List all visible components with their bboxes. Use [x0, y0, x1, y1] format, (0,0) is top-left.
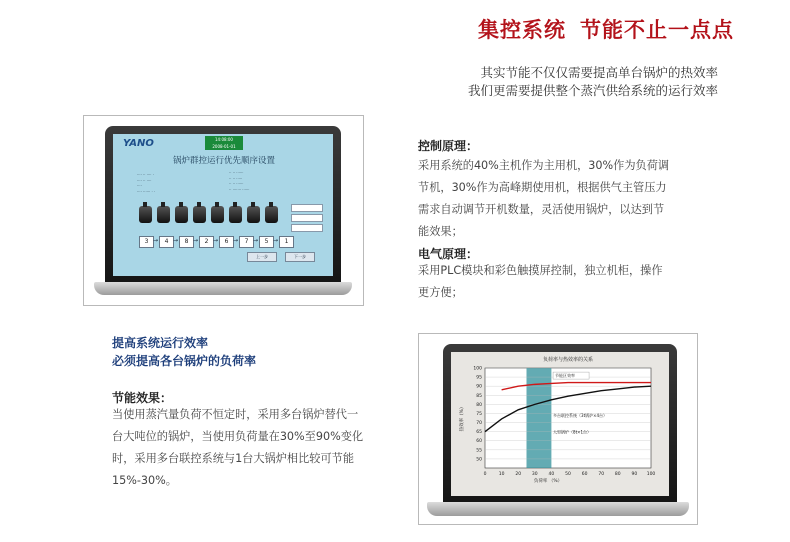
laptop-frame-bottom — [418, 333, 698, 525]
page-title — [478, 14, 734, 44]
y-tick-label: 75 — [476, 411, 482, 417]
y-axis-label: 热效率（%） — [460, 404, 465, 432]
x-tick-label: 40 — [548, 472, 555, 477]
boiler-icon — [139, 206, 152, 223]
clock-date: 2008-01-01 — [212, 144, 236, 149]
control-line: 采用系统的40%主机作为主用机，30%作为负荷调 — [418, 159, 670, 172]
chart-title: 负荷率与热效率的关系 — [542, 357, 594, 363]
clock-time: 14:08:00 — [215, 137, 233, 142]
electric-line: 更方便； — [418, 286, 463, 299]
boiler-icon — [211, 206, 224, 223]
x-tick-label: 50 — [565, 472, 571, 477]
control-paragraph — [418, 155, 708, 243]
boiler-icon — [229, 206, 242, 223]
x-tick-label: 70 — [598, 472, 605, 477]
y-tick-label: 60 — [476, 439, 482, 445]
clock-display — [205, 136, 243, 150]
sequence-box[interactable]: 6 — [219, 236, 234, 248]
boiler-icon — [193, 206, 206, 223]
power-field[interactable] — [291, 224, 323, 232]
saving-label: 节能区效率 — [555, 373, 576, 379]
sequence-box[interactable]: 2 — [199, 236, 214, 248]
boiler-icon — [175, 206, 188, 223]
control-heading: 控制原理： — [418, 139, 479, 153]
efficiency-chart — [451, 352, 669, 496]
x-axis-label: 负荷率 （%） — [533, 479, 563, 484]
y-tick-label: 80 — [476, 402, 482, 408]
laptop-base — [427, 502, 689, 516]
yano-logo: YANO — [123, 138, 154, 149]
subtitle-line1: 其实节能不仅仅需要提高单台锅炉的热效率 — [480, 65, 718, 80]
effect-line: 时，采用多台联控系统与1台大锅炉相比较可节能 — [112, 452, 355, 465]
y-tick-label: 55 — [476, 448, 482, 454]
control-line: 能效果； — [418, 225, 463, 238]
multi-series-label: 多台联控系统（3t锅炉×4台） — [553, 413, 608, 419]
x-tick-label: 80 — [614, 472, 621, 477]
y-tick-label: 95 — [476, 375, 482, 381]
x-tick-label: 0 — [483, 472, 487, 477]
arrow-icon: → — [173, 237, 179, 244]
x-tick-label: 10 — [498, 472, 505, 477]
arrow-icon: → — [193, 237, 199, 244]
laptop-frame-top — [83, 115, 364, 306]
highlight-line1: 提高系统运行效率 — [112, 336, 209, 350]
highlight-line2: 必须提高各台锅炉的负荷率 — [112, 354, 257, 368]
control-line: 需求自动调节开机数量，灵活使用锅炉，以达到节 — [418, 203, 665, 216]
y-tick-label: 50 — [476, 457, 482, 463]
arrow-icon: → — [273, 237, 279, 244]
y-tick-label: 65 — [476, 430, 482, 436]
electric-paragraph — [418, 260, 708, 304]
arrow-icon: → — [253, 237, 259, 244]
screen-notes-right: ·· ·· ······ ·· ·· ····· ·· ·· ······ ·· ······· ······ — [229, 170, 250, 192]
power-field[interactable] — [291, 214, 323, 222]
laptop-base — [94, 282, 352, 295]
control-line: 节机，30%作为高峰期使用机，根据供气主管压力 — [418, 181, 667, 194]
y-tick-label: 100 — [473, 366, 482, 372]
effect-heading: 节能效果： — [112, 391, 173, 405]
effect-line: 15%-30%。 — [112, 474, 177, 487]
electric-heading: 电气原理： — [418, 247, 479, 261]
x-tick-label: 20 — [515, 472, 522, 477]
effect-paragraph — [112, 404, 382, 492]
sequence-box[interactable]: 3 — [139, 236, 154, 248]
x-tick-label: 100 — [646, 472, 656, 477]
title-part1: 集控系统 — [478, 18, 566, 42]
sequence-box[interactable]: 1 — [279, 236, 294, 248]
x-tick-label: 60 — [581, 472, 588, 477]
sequence-box[interactable]: 8 — [179, 236, 194, 248]
y-tick-label: 70 — [476, 421, 482, 427]
arrow-icon: → — [213, 237, 219, 244]
y-tick-label: 90 — [476, 384, 482, 390]
control-screen — [113, 134, 333, 276]
laptop-lid — [443, 344, 677, 504]
laptop-lid — [105, 126, 341, 284]
boiler-icon — [265, 206, 278, 223]
subtitle-line2: 我们更需要提供整个蒸汽供给系统的运行效率 — [467, 83, 718, 98]
arrow-icon: → — [153, 237, 159, 244]
screen-title: 锅炉群控运行优先顺序设置 — [173, 156, 276, 166]
chart-screen — [451, 352, 669, 496]
power-field[interactable] — [291, 204, 323, 212]
sequence-box[interactable]: 7 — [239, 236, 254, 248]
x-tick-label: 30 — [531, 472, 538, 477]
big-series-label: 大型锅炉（8t×1台） — [553, 429, 592, 435]
boiler-icon — [157, 206, 170, 223]
y-tick-label: 85 — [476, 393, 482, 399]
effect-line: 台大吨位的锅炉，当使用负荷量在30%至90%变化 — [112, 430, 364, 443]
boiler-icon — [247, 206, 260, 223]
effect-line: 当使用蒸汽量负荷不恒定时，采用多台锅炉替代一 — [112, 408, 359, 421]
title-part2: 节能不止一点点 — [580, 18, 734, 42]
arrow-icon: → — [233, 237, 239, 244]
electric-line: 采用PLC模块和彩色触摸屏控制，独立机柜，操作 — [418, 264, 663, 277]
sequence-box[interactable]: 5 — [259, 236, 274, 248]
prev-button[interactable]: 上一步 — [247, 252, 277, 262]
x-tick-label: 90 — [631, 472, 638, 477]
next-button[interactable]: 下一步 — [285, 252, 315, 262]
sequence-box[interactable]: 4 — [159, 236, 174, 248]
screen-notes-left: ···· ·· ···· · ···· ·· ···· ···· ···· ······ · · — [137, 172, 156, 194]
